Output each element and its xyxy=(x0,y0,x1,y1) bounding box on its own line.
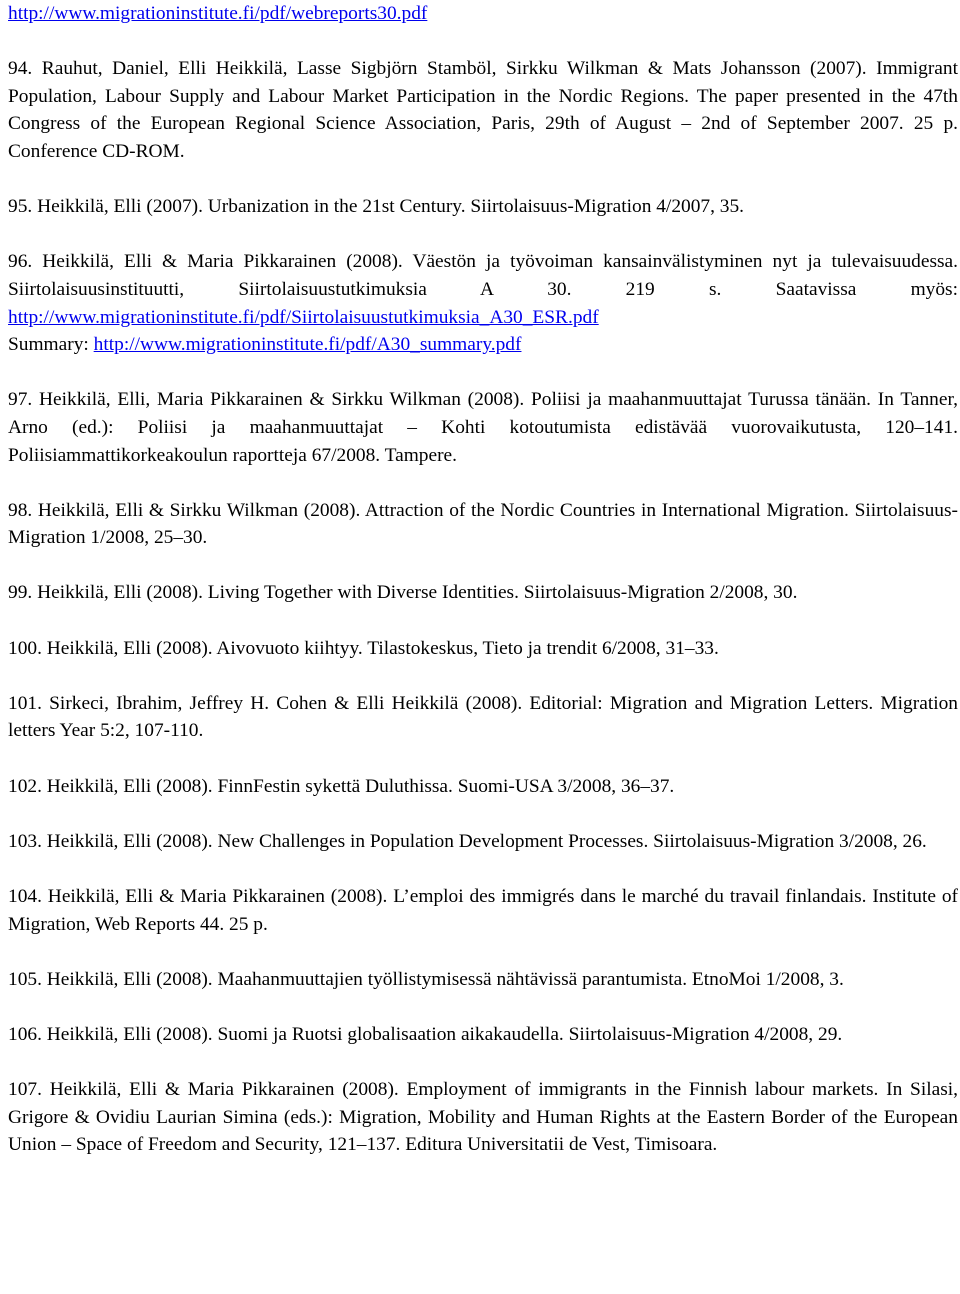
reference-96-text: 96. Heikkilä, Elli & Maria Pikkarainen (2008). Väestön ja työvoiman kansainvälistyminen nyt ja tulevaisuudessa. Siirtolaisuusinstituutti, Siirtolaisuustutkimuksia A 30. 219 s. Saatavissa myös: xyxy=(8,251,958,300)
reference-106: 106. Heikkilä, Elli (2008). Suomi ja Ruotsi globalisaation aikakaudella. Siirtolaisuus-Migration 4/2008, 29. xyxy=(8,1023,843,1045)
reference-99: 99. Heikkilä, Elli (2008). Living Together with Diverse Identities. Siirtolaisuus-Migration 2/2008, 30. xyxy=(8,582,798,604)
reference-101: 101. Sirkeci, Ibrahim, Jeffrey H. Cohen & Elli Heikkilä (2008). Editorial: Migration and Migration Letters. Migration letters Year 5:2, 107-110. xyxy=(8,692,958,742)
document-page xyxy=(8,0,958,1187)
reference-97: 97. Heikkilä, Elli, Maria Pikkarainen & Sirkku Wilkman (2008). Poliisi ja maahanmuuttajat Turussa tänään. In Tanner, Arno (ed.): Poliisi ja maahanmuuttajat – Kohti kotoutumista edistävää vuorovaikutusta, 120–141. Poliisiammattikorkeakoulun raportteja 67/2008. Tampere. xyxy=(8,389,958,466)
summary-label: Summary: xyxy=(8,334,89,356)
webreports30-link[interactable]: http://www.migrationinstitute.fi/pdf/webreports30.pdf xyxy=(8,3,428,24)
reference-105: 105. Heikkilä, Elli (2008). Maahanmuuttajien työllistymisessä nähtävissä parantumista. EtnoMoi 1/2008, 3. xyxy=(8,968,844,990)
reference-102: 102. Heikkilä, Elli (2008). FinnFestin sykettä Duluthissa. Suomi-USA 3/2008, 36–37. xyxy=(8,775,675,797)
reference-107: 107. Heikkilä, Elli & Maria Pikkarainen (2008). Employment of immigrants in the Finnish labour markets. In Silasi, Grigore & Ovidiu Laurian Simina (eds.): Migration, Mobility and Human Rights at the Eastern Border of the European Union – Space of Freedom and Security, 121–137. Editura Universitatii de Vest, Timisoara. xyxy=(8,1079,958,1156)
reference-100: 100. Heikkilä, Elli (2008). Aivovuoto kiihtyy. Tilastokeskus, Tieto ja trendit 6/2008, 31–33. xyxy=(8,637,719,659)
reference-98: 98. Heikkilä, Elli & Sirkku Wilkman (2008). Attraction of the Nordic Countries in International Migration. Siirtolaisuus-Migration 1/2008, 25–30. xyxy=(8,499,958,549)
a30-esr-pdf-link[interactable]: http://www.migrationinstitute.fi/pdf/Siirtolaisuustutkimuksia_A30_ESR.pdf xyxy=(8,306,599,328)
reference-94: 94. Rauhut, Daniel, Elli Heikkilä, Lasse Sigbjörn Stamböl, Sirkku Wilkman & Mats Johansson (2007). Immigrant Population, Labour Supply and Labour Market Participation in the Nordic Regions. The paper presented in the 47th Congress of the European Regional Science Association, Paris, 29th of August – 2nd of September 2007. 25 p. Conference CD-ROM. xyxy=(8,58,958,162)
top-link-paragraph xyxy=(8,0,958,28)
a30-summary-pdf-link[interactable]: http://www.migrationinstitute.fi/pdf/A30_summary.pdf xyxy=(93,334,522,356)
reference-103: 103. Heikkilä, Elli (2008). New Challenges in Population Development Processes. Siirtolaisuus-Migration 3/2008, 26. xyxy=(8,830,927,852)
reference-96 xyxy=(8,248,958,358)
reference-104: 104. Heikkilä, Elli & Maria Pikkarainen (2008). L’emploi des immigrés dans le marché du travail finlandais. Institute of Migration, Web Reports 44. 25 p. xyxy=(8,886,958,935)
reference-95: 95. Heikkilä, Elli (2007). Urbanization in the 21st Century. Siirtolaisuus-Migration 4/2007, 35. xyxy=(8,196,745,218)
